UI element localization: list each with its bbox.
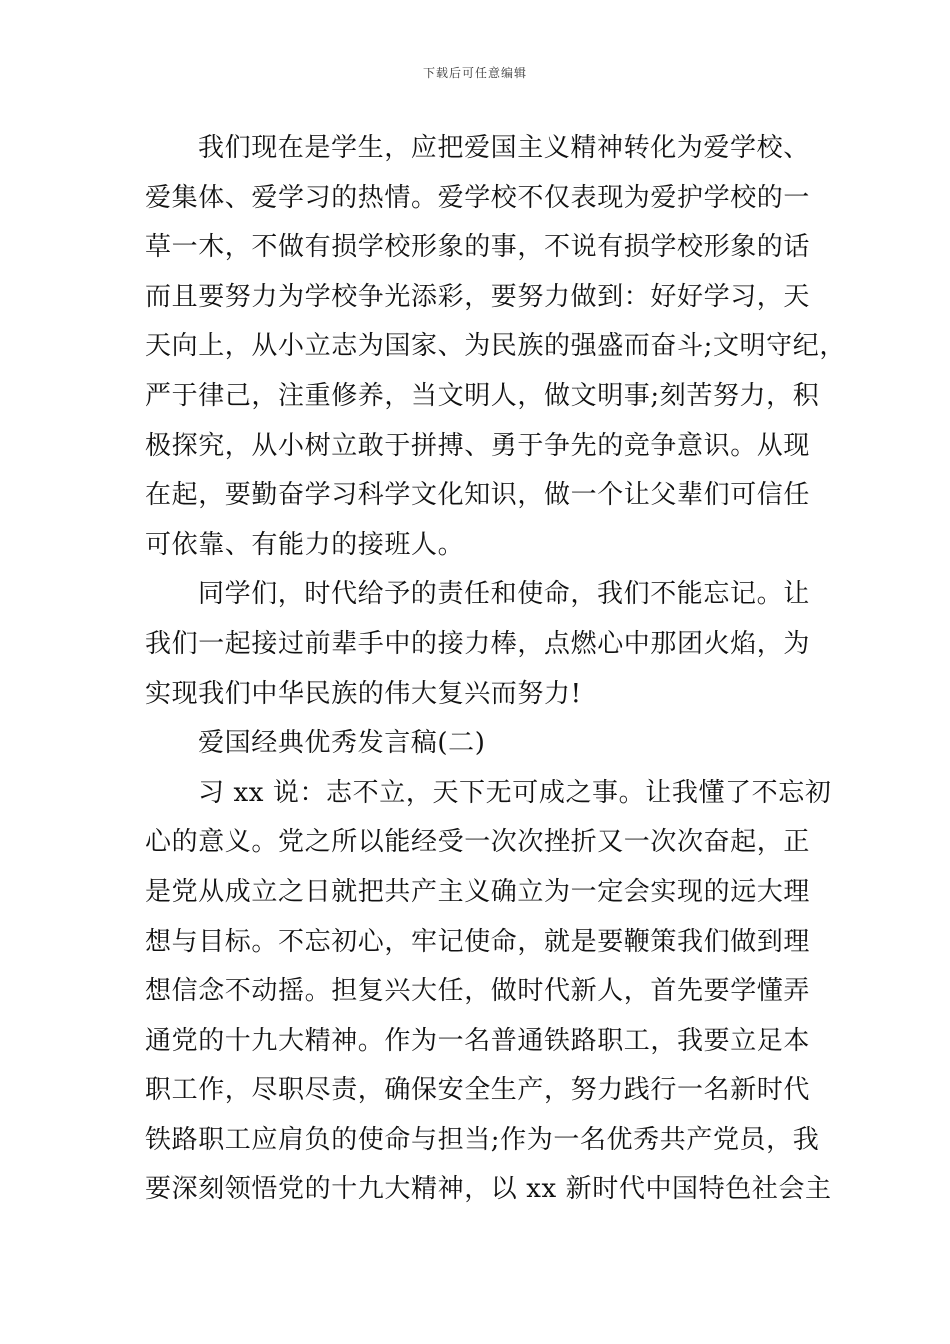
text-line: 职工作，尽职尽责，确保安全生产，努力践行一名新时代 — [145, 1075, 811, 1106]
text-line: 心的意义。党之所以能经受一次次挫折又一次次奋起，正 — [145, 827, 811, 858]
text-line: 而且要努力为学校争光添彩，要努力做到：好好学习，天 — [145, 281, 811, 312]
text-line: 通党的十九大精神。作为一名普通铁路职工，我要立足本 — [145, 1025, 811, 1056]
text-line: 爱集体、爱学习的热情。爱学校不仅表现为爱护学校的一 — [145, 182, 811, 213]
text-line: 想与目标。不忘初心，牢记使命，就是要鞭策我们做到理 — [145, 926, 811, 957]
text-line: 我们一起接过前辈手中的接力棒，点燃心中那团火焰，为 — [145, 628, 811, 659]
text-line: 实现我们中华民族的伟大复兴而努力! — [145, 678, 582, 709]
page-header: 下载后可任意编辑 — [422, 66, 527, 80]
text-line: 严于律己，注重修养，当文明人，做文明事;刻苦努力，积 — [145, 380, 820, 411]
document-body — [145, 124, 846, 1215]
text-line: 极探究，从小树立敢于拼搏、勇于争先的竞争意识。从现 — [145, 430, 811, 461]
text-line: 草一木，不做有损学校形象的事，不说有损学校形象的话 — [145, 232, 811, 263]
section-title: 爱国经典优秀发言稿(二) — [198, 728, 486, 759]
text-line: 同学们，时代给予的责任和使命，我们不能忘记。让 — [198, 579, 810, 610]
text-line: 我们现在是学生，应把爱国主义精神转化为爱学校、 — [198, 133, 810, 163]
text-line: 天向上，从小立志为国家、为民族的强盛而奋斗;文明守纪， — [145, 331, 846, 362]
text-line: 铁路职工应肩负的使命与担当;作为一名优秀共产党员，我 — [145, 1124, 820, 1155]
text-line: 要深刻领悟党的十九大精神，以 xx 新时代中国特色社会主 — [145, 1174, 832, 1205]
text-line: 在起，要勤奋学习科学文化知识，做一个让父辈们可信任 — [145, 480, 811, 511]
text-line: 想信念不动摇。担复兴大任，做时代新人，首先要学懂弄 — [145, 976, 811, 1007]
text-line: 习 xx 说：志不立，天下无可成之事。让我懂了不忘初 — [198, 777, 832, 808]
text-line: 可依靠、有能力的接班人。 — [145, 529, 465, 560]
text-line: 是党从成立之日就把共产主义确立为一定会实现的远大理 — [145, 876, 811, 907]
